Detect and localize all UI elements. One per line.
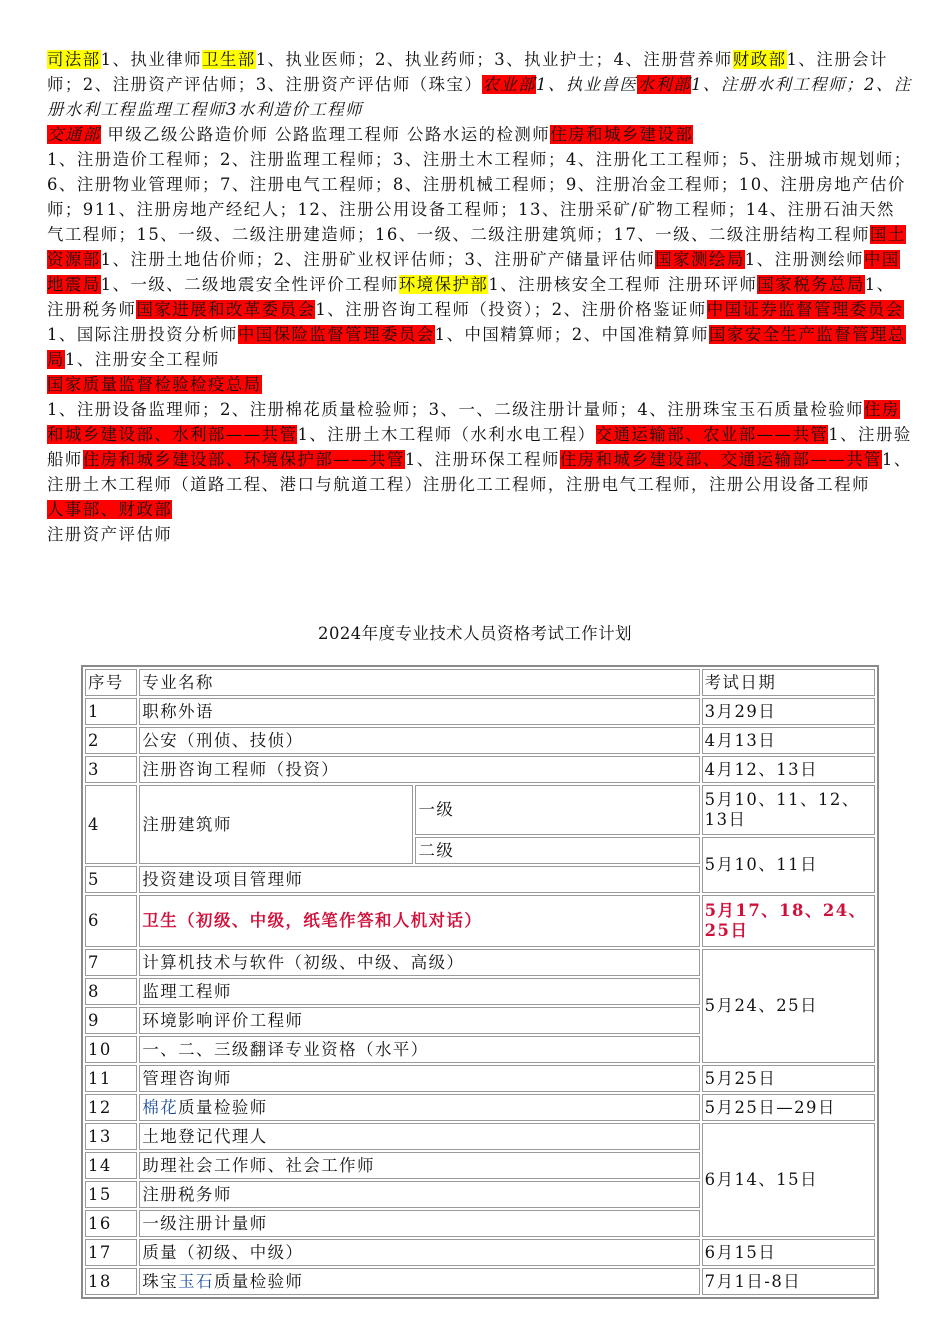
- jade-link-text: 玉石: [178, 1271, 214, 1291]
- text-run: 1、注册环保工程师: [404, 450, 560, 469]
- page-title: 2024年度专业技术人员资格考试工作计划: [318, 624, 632, 643]
- highlighted-org-name: 国家安全生产监督管理总局: [47, 325, 906, 369]
- header-name: 专业名称: [139, 669, 699, 696]
- text-run: 1、注册设备监理师；2、注册棉花质量检验师；3、一、二级注册计量师；4、注册珠宝玉石质量检验师: [47, 400, 865, 419]
- highlighted-org-name: 国土资源部: [47, 225, 906, 269]
- paragraph: [47, 497, 912, 522]
- cell-name: 公安（刑侦、技侦）: [139, 727, 699, 754]
- cell-name: 监理工程师: [139, 978, 699, 1005]
- cell-date: 3月29日: [702, 698, 875, 725]
- cell-no: 17: [85, 1239, 137, 1266]
- cell-date: 5月10、11日: [702, 837, 875, 893]
- cell-name: 注册建筑师: [139, 785, 413, 864]
- highlighted-org-name: 国家进展和改革委员会: [136, 300, 316, 319]
- cell-name-rest: 质量检验师: [178, 1097, 268, 1117]
- cell-no: 18: [85, 1268, 137, 1295]
- text-run: 注册资产评估师: [47, 525, 173, 544]
- highlighted-org-name: 卫生部: [202, 50, 256, 69]
- highlighted-org-name: 中国证券监督管理委员会: [706, 300, 904, 319]
- highlighted-org-name: 住房和城乡建设部、水利部——共管: [47, 400, 900, 444]
- table-row: [85, 1094, 875, 1121]
- text-run: 1、注册土木工程师（道路工程、港口与航道工程）注册化工工程师，注册电气工程师，注册公用设备工程师: [47, 450, 912, 494]
- highlighted-org-name: 环境保护部: [398, 275, 489, 294]
- table-row: [85, 727, 875, 754]
- cell-name: 土地登记代理人: [139, 1123, 699, 1150]
- cell-no: 6: [85, 895, 137, 947]
- paragraph: [47, 372, 912, 397]
- table-row: [85, 949, 875, 976]
- cell-name: 职称外语: [139, 698, 699, 725]
- text-run: 1、注册咨询工程师（投资）；2、注册价格鉴证师: [315, 300, 707, 319]
- cell-no: 1: [85, 698, 137, 725]
- table-row: [85, 756, 875, 783]
- text-run: 1、一级、二级地震安全性评价工程师: [100, 275, 399, 294]
- text-run: 1、注册造价工程师；2、注册监理工程师；3、注册土木工程师；4、注册化工工程师；5、注册城市规划师；6、注册物业管理师；7、注册电气工程师；8、注册机械工程师；9、注册冶金工程师；10、注册房地产估价师；911、注册房地产经纪人；12、注册公用设备工程师；13、注册采矿/矿物工程师；14、注册石油天然气工程师；15、一级、二级注册建造师；16、一级、二级注册建筑师；17、一级、二级注册结构工程师: [47, 150, 912, 244]
- highlighted-org-name: 住房和城乡建设部、交通运输部——共管: [559, 450, 882, 469]
- cell-name: 质量（初级、中级）: [139, 1239, 699, 1266]
- exam-schedule-table: [81, 665, 879, 1299]
- paragraph: [47, 147, 912, 372]
- highlighted-org-name: 农业部: [482, 75, 537, 94]
- cell-name: 一级注册计量师: [139, 1210, 699, 1237]
- highlighted-org-name: 交通部: [47, 125, 101, 144]
- cell-name: 注册税务师: [139, 1181, 699, 1208]
- table-row: [85, 1239, 875, 1266]
- text-run: 1、中国精算师；2、中国准精算师: [434, 325, 709, 344]
- cell-date: 5月24、25日: [702, 949, 875, 1063]
- cell-date: 7月1日-8日: [702, 1268, 875, 1295]
- table-row: [85, 895, 875, 947]
- cell-date: 6月14、15日: [702, 1123, 875, 1237]
- text-run: 1、注册测绘师: [744, 250, 865, 269]
- cell-date: 4月12、13日: [702, 756, 875, 783]
- cotton-link-text: 棉花: [142, 1097, 179, 1117]
- table-row: [85, 698, 875, 725]
- text-run: 甲级乙级公路造价师 公路监理工程师 公路水运的检测师: [100, 125, 551, 144]
- cell-no: 9: [85, 1007, 137, 1034]
- cell-name: [139, 1094, 699, 1121]
- text-run: 1、注册验船师: [47, 425, 912, 469]
- cell-name: 计算机技术与软件（初级、中级、高级）: [139, 949, 699, 976]
- table-row: [85, 785, 875, 835]
- table-row: [85, 1268, 875, 1295]
- table-header-row: [85, 669, 875, 696]
- paragraph: [47, 47, 912, 122]
- text-run: 1、注册土地估价师；2、注册矿业权评估师；3、注册矿产储量评估师: [100, 250, 656, 269]
- cell-no: 14: [85, 1152, 137, 1179]
- highlighted-org-name: 中国地震局: [47, 250, 900, 294]
- cell-name-rest: 质量检验师: [213, 1271, 304, 1291]
- table-row: [85, 1065, 875, 1092]
- cell-name-part: 珠宝: [142, 1271, 179, 1291]
- cell-sub-level: 一级: [415, 785, 699, 835]
- highlighted-org-name: 人事部、财政部: [47, 500, 173, 519]
- cell-no: 13: [85, 1123, 137, 1150]
- text-run: 1、注册税务师: [47, 275, 895, 319]
- cell-name: 卫生（初级、中级，纸笔作答和人机对话）: [139, 895, 699, 947]
- cell-name: 环境影响评价工程师: [139, 1007, 699, 1034]
- paragraph: [47, 522, 912, 547]
- table-row: [85, 1123, 875, 1150]
- header-no: 序号: [85, 669, 137, 696]
- cell-name: 一、二、三级翻译专业资格（水平）: [139, 1036, 699, 1063]
- text-run: 1、执业律师: [100, 50, 203, 69]
- cell-no: 16: [85, 1210, 137, 1237]
- cell-no: 15: [85, 1181, 137, 1208]
- highlighted-org-name: 国家测绘局: [655, 250, 745, 269]
- highlighted-org-name: 住房和城乡建设部: [550, 125, 694, 144]
- document-body: [47, 47, 912, 547]
- highlighted-org-name: 交通运输部、农业部——共管: [595, 425, 829, 444]
- text-run: 1、国际注册投资分析师: [47, 325, 238, 344]
- text-run: 1、注册安全工程师: [64, 350, 220, 369]
- cell-no: 11: [85, 1065, 137, 1092]
- cell-no: 7: [85, 949, 137, 976]
- highlighted-org-name: 1、注册水利工程师；2、注册水利工程监理工程师3水利造价工程师: [47, 75, 912, 119]
- cell-name: 管理咨询师: [139, 1065, 699, 1092]
- cell-no: 8: [85, 978, 137, 1005]
- text-run: 1、注册土木工程师（水利水电工程）: [297, 425, 596, 444]
- cell-date: 5月25日—29日: [702, 1094, 875, 1121]
- cell-date: 5月10、11、12、13日: [702, 785, 875, 835]
- cell-date: 5月17、18、24、25日: [702, 895, 875, 947]
- paragraph: [47, 397, 912, 497]
- cell-no: 10: [85, 1036, 137, 1063]
- highlighted-org-name: 水利部: [637, 75, 692, 94]
- cell-no: 12: [85, 1094, 137, 1121]
- cell-no: 2: [85, 727, 137, 754]
- highlighted-org-name: 住房和城乡建设部、环境保护部——共管: [82, 450, 405, 469]
- highlighted-org-name: 中国保险监督管理委员会: [237, 325, 435, 344]
- text-run: 1、执业医师；2、执业药师；3、执业护士；4、注册营养师: [255, 50, 733, 69]
- highlighted-org-name: 财政部: [732, 50, 787, 69]
- cell-date: 4月13日: [702, 727, 875, 754]
- cell-sub-level: 二级: [415, 837, 699, 864]
- cell-date: 6月15日: [702, 1239, 875, 1266]
- cell-date: 5月25日: [702, 1065, 875, 1092]
- cell-name: 注册咨询工程师（投资）: [139, 756, 699, 783]
- cell-no: 3: [85, 756, 137, 783]
- text-run: 1、注册核安全工程师 注册环评师: [488, 275, 758, 294]
- cell-no: 5: [85, 866, 137, 893]
- cell-name: [139, 1268, 699, 1295]
- highlighted-org-name: 国家质量监督检验检疫总局: [47, 375, 262, 394]
- highlighted-org-name: 国家税务总局: [757, 275, 865, 294]
- cell-no: 4: [85, 785, 137, 864]
- header-date: 考试日期: [702, 669, 875, 696]
- text-run: 1、注册会计师；2、注册资产评估师；3、注册资产评估师（珠宝）: [47, 50, 888, 94]
- highlighted-org-name: 1、执业兽医: [536, 75, 638, 94]
- paragraph: [47, 122, 912, 147]
- cell-name: 投资建设项目管理师: [139, 866, 699, 893]
- cell-name: 助理社会工作师、社会工作师: [139, 1152, 699, 1179]
- highlighted-org-name: 司法部: [47, 50, 101, 69]
